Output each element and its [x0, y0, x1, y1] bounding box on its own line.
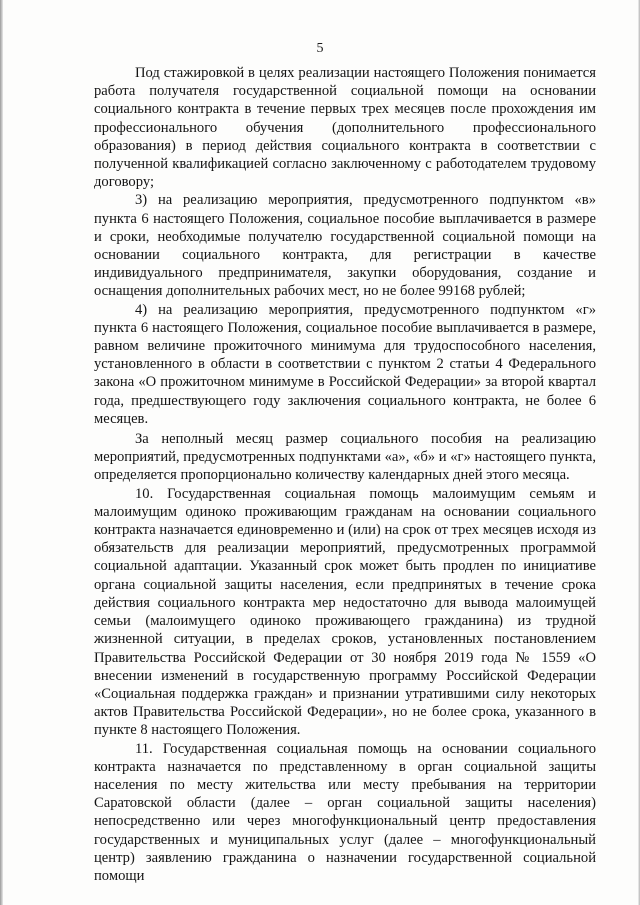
scan-edge-left — [0, 0, 3, 905]
paragraph-section-11: 11. Государственная социальная помощь на основании социального контракта назначается по представленному в орган социальной защиты населения по месту жительства или месту пребывания на территории Саратовской области (далее – орган социальной защиты населения) непосредственно или через многофункциональный центр предоставления государственных и муниципальных услуг (далее – многофункциональный центр) заявлению гражданина о назначении государственной социальной помощи — [94, 740, 596, 884]
document-body — [94, 64, 596, 885]
paragraph-partial-month: За неполный месяц размер социального пособия на реализацию мероприятий, предусмотренных подпунктами «а», «б» и «г» настоящего пункта, определяется пропорционально количеству календарных дней этого месяца. — [94, 431, 596, 484]
paragraph-section-10: 10. Государственная социальная помощь малоимущим семьям и малоимущим одиноко проживающим гражданам на основании социального контракта назначается единовременно и (или) на срок от трех месяцев исходя из обязательств для реализации мероприятий, предусмотренных программой социальной адаптации. Указанный срок может быть продлен по инициативе органа социальной защиты населения, если предпринятых в течение срока действия социального контракта мер недостаточно для вывода малоимущей семьи (малоимущего одиноко проживающего гражданина) из трудной жизненной ситуации, в пределах сроков, установленных постановлением Правительства Российской Федерации от 30 ноября 2019 года № 1559 «О внесении изменений в государственную программу Российской Федерации «Социальная поддержка граждан» и признании утратившими силу некоторых актов Правительства Российской Федерации», но не более срока, указанного в пункте 8 настоящего Положения. — [94, 485, 596, 739]
paragraph-item-4: 4) на реализацию мероприятия, предусмотренного подпунктом «г» пункта 6 настоящего Положения, социальное пособие выплачивается в размере, равном величине прожиточного минимума для трудоспособного населения, установленного в области в соответствии с пунктом 2 статьи 4 Федерального закона «О прожиточном минимуме в Российской Федерации» за второй квартал года, предшествующего году заключения социального контракта, не более 6 месяцев. — [94, 301, 596, 427]
paragraph-internship-definition: Под стажировкой в целях реализации настоящего Положения понимается работа получателя государственной социальной помощи на основании социального контракта в течение первых трех месяцев после прохождения им профессионального обучения (дополнительного профессионального образования) в период действия социального контракта в соответствии с полученной квалификацией согласно заключенному с работодателем трудовому договору; — [94, 65, 596, 191]
paragraph-item-3: 3) на реализацию мероприятия, предусмотренного подпунктом «в» пункта 6 настоящего Положения, социальное пособие выплачивается в размере и сроки, необходимые получателю государственной социальной помощи на основании социального контракта, для регистрации в качестве индивидуального предпринимателя, закупки оборудования, создание и оснащения дополнительных рабочих мест, но не более 99168 рублей; — [94, 192, 596, 300]
page-number: 5 — [316, 41, 324, 56]
